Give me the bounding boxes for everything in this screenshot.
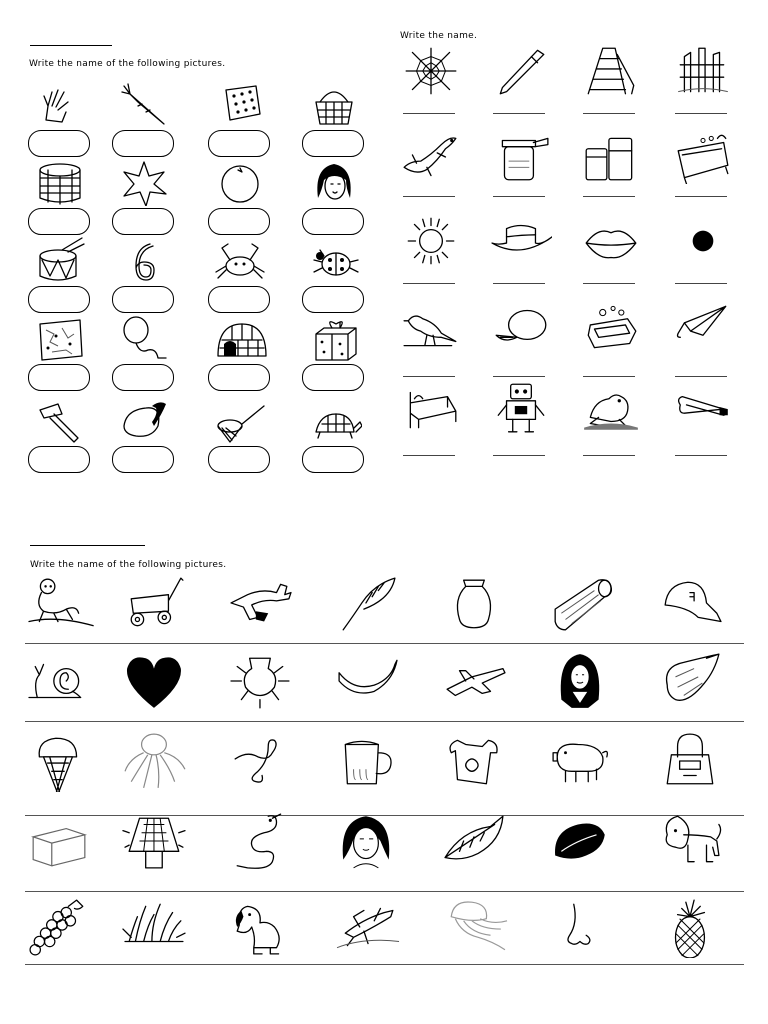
answer-box[interactable] [208, 208, 270, 235]
answer-line[interactable] [493, 376, 545, 377]
grasshopper-icon [332, 896, 402, 958]
answer-line[interactable] [403, 376, 455, 377]
pig-icon [546, 730, 616, 792]
net-icon [212, 396, 268, 444]
safety-pin-icon [672, 380, 734, 434]
feather-icon [332, 574, 402, 636]
answer-line[interactable] [583, 196, 635, 197]
cap-icon [656, 574, 726, 636]
ladybug-icon [306, 236, 362, 284]
apron-icon [440, 730, 510, 792]
pen-icon [490, 44, 552, 98]
padlock-icon [656, 730, 726, 792]
hat-icon [490, 214, 552, 268]
hammer-icon [32, 396, 88, 444]
umbrella-icon [672, 300, 734, 354]
crab-icon [212, 236, 268, 284]
pineapple-icon [656, 896, 726, 958]
bed-icon [400, 380, 462, 434]
nose-icon [546, 896, 616, 958]
leaf-icon [440, 810, 510, 872]
ladder-icon [580, 44, 642, 98]
mango-leaf-icon [546, 810, 616, 872]
spiderweb-icon [400, 44, 462, 98]
answer-box[interactable] [208, 364, 270, 391]
answer-box[interactable] [302, 446, 364, 473]
answer-line[interactable] [583, 283, 635, 284]
mug-icon [332, 730, 402, 792]
wagon-icon [120, 574, 190, 636]
section3-instruction: Write the name of the following pictures. [30, 560, 227, 570]
lightbulb-icon [226, 650, 296, 712]
snake-icon [226, 810, 296, 872]
answer-box[interactable] [28, 130, 90, 157]
answer-line[interactable] [403, 283, 455, 284]
grass-icon [120, 896, 190, 958]
number-six-icon [116, 236, 172, 284]
name-underline-2[interactable] [30, 545, 145, 546]
carrot-icon [116, 80, 172, 128]
string-icon [226, 730, 296, 792]
grater-icon [212, 80, 268, 128]
answer-line[interactable] [493, 283, 545, 284]
dog-icon [226, 896, 296, 958]
log-icon [546, 574, 616, 636]
glasses-icon [580, 130, 642, 184]
answer-line[interactable] [403, 196, 455, 197]
answer-box[interactable] [302, 130, 364, 157]
bird-icon [400, 300, 462, 354]
answer-box[interactable] [112, 364, 174, 391]
answer-box[interactable] [112, 130, 174, 157]
ice-cream-icon [24, 730, 94, 792]
drum-icon [32, 236, 88, 284]
answer-box[interactable] [28, 364, 90, 391]
jet-icon [440, 650, 510, 712]
balloon-icon [116, 314, 172, 362]
woman-face-icon [332, 810, 402, 872]
answer-box[interactable] [112, 446, 174, 473]
turtle-icon [306, 396, 362, 444]
nun-icon [546, 650, 616, 712]
fence-icon [672, 44, 734, 98]
arm-icon [226, 574, 296, 636]
gift-icon [306, 314, 362, 362]
answer-row-line[interactable] [25, 964, 744, 965]
monkey-icon [24, 574, 94, 636]
lamp-icon [120, 810, 190, 872]
orange-icon [212, 158, 268, 206]
answer-box[interactable] [208, 130, 270, 157]
bathtub-icon [672, 130, 734, 184]
vase-icon [440, 574, 510, 636]
answer-line[interactable] [675, 113, 727, 114]
answer-box[interactable] [112, 286, 174, 313]
answer-line[interactable] [583, 376, 635, 377]
dot-icon [672, 214, 734, 268]
lizard-icon [400, 130, 462, 184]
grapes-icon [24, 896, 94, 958]
robot-icon [490, 380, 552, 434]
answer-box[interactable] [28, 208, 90, 235]
girl-face-icon [306, 158, 362, 206]
answer-box[interactable] [302, 364, 364, 391]
sun-icon [400, 214, 462, 268]
hand-icon [32, 80, 88, 128]
answer-line[interactable] [403, 455, 455, 456]
lemon-icon [490, 300, 552, 354]
answer-row-line[interactable] [25, 721, 744, 722]
answer-line[interactable] [493, 196, 545, 197]
answer-line[interactable] [675, 376, 727, 377]
well-icon [32, 158, 88, 206]
jellyfish-icon [440, 896, 510, 958]
ham-icon [656, 650, 726, 712]
heart-icon [120, 650, 190, 712]
banana-icon [332, 650, 402, 712]
lion-icon [656, 810, 726, 872]
answer-line[interactable] [675, 196, 727, 197]
answer-box[interactable] [208, 446, 270, 473]
answer-line[interactable] [675, 455, 727, 456]
section1-instruction: Write the name of the following pictures. [29, 59, 226, 69]
frog-icon [580, 380, 642, 434]
map-icon [32, 314, 88, 362]
answer-box[interactable] [302, 286, 364, 313]
name-underline-1[interactable] [30, 45, 112, 46]
answer-box[interactable] [112, 208, 174, 235]
lips-icon [580, 214, 642, 268]
answer-box[interactable] [28, 286, 90, 313]
soap-icon [580, 300, 642, 354]
answer-line[interactable] [493, 113, 545, 114]
answer-line[interactable] [675, 283, 727, 284]
basket-icon [306, 80, 362, 128]
jar-icon [490, 130, 552, 184]
box-icon [24, 810, 94, 872]
answer-box[interactable] [302, 208, 364, 235]
answer-box[interactable] [208, 286, 270, 313]
answer-line[interactable] [583, 113, 635, 114]
answer-box[interactable] [28, 446, 90, 473]
answer-line[interactable] [493, 455, 545, 456]
section2-instruction: Write the name. [400, 31, 478, 41]
snail-icon [24, 650, 94, 712]
answer-line[interactable] [403, 113, 455, 114]
igloo-icon [212, 314, 268, 362]
answer-line[interactable] [583, 455, 635, 456]
answer-row-line[interactable] [25, 643, 744, 644]
answer-row-line[interactable] [25, 891, 744, 892]
star-icon [116, 158, 172, 206]
octopus-icon [120, 730, 190, 792]
mango-icon [116, 396, 172, 444]
